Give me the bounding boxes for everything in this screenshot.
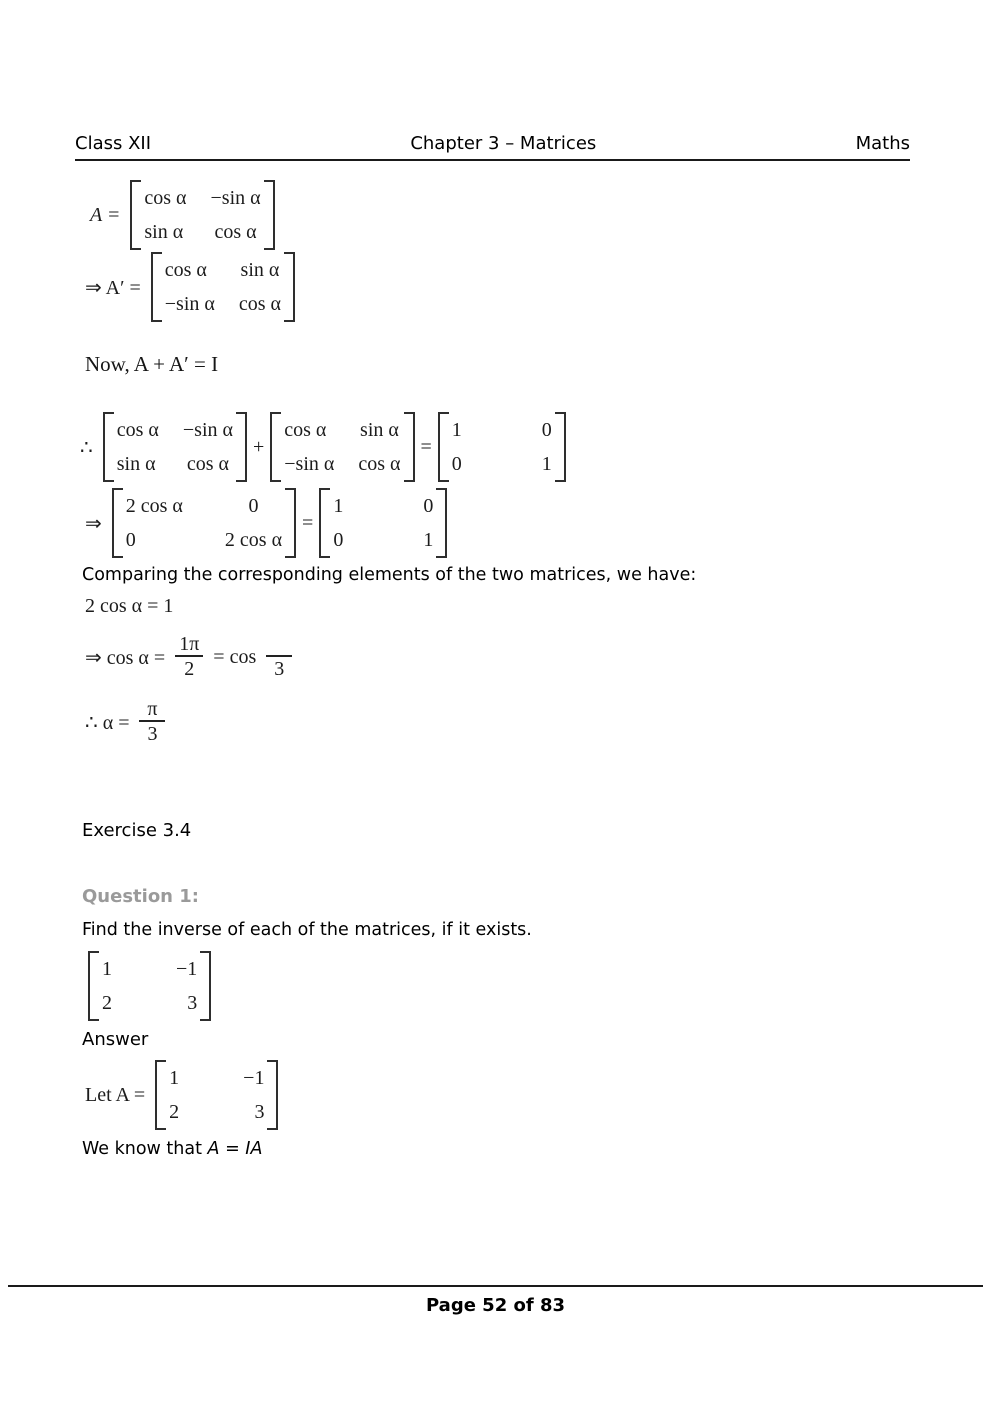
matrix-cell: 0 bbox=[451, 453, 462, 475]
matrix-cell: cos α bbox=[358, 453, 401, 475]
matrix-cell: sin α bbox=[240, 259, 280, 281]
question-matrix bbox=[88, 951, 211, 1021]
equation-lhs: ⇒ cos α = bbox=[85, 647, 166, 669]
equation-text: 2 cos α = 1 bbox=[85, 595, 174, 617]
matrix-cell: 2 cos α bbox=[125, 495, 183, 517]
equals-operator: = bbox=[302, 511, 314, 534]
fraction-numerator bbox=[275, 633, 283, 655]
matrix-cell: −sin α bbox=[164, 293, 215, 315]
matrix-a bbox=[130, 180, 274, 250]
header-right: Maths bbox=[855, 133, 910, 154]
matrix-cell: 0 bbox=[248, 495, 259, 517]
question-text: Find the inverse of each of the matrices, if it exists. bbox=[82, 920, 532, 940]
fraction bbox=[139, 698, 165, 747]
matrix-2cos bbox=[112, 488, 296, 558]
matrix-cell: sin α bbox=[360, 419, 399, 441]
exercise-title: Exercise 3.4 bbox=[82, 820, 192, 841]
matrix-cell: 1 bbox=[102, 958, 112, 980]
fraction-denominator: 3 bbox=[139, 720, 165, 747]
identity-matrix bbox=[319, 488, 447, 558]
matrix-cell: 2 bbox=[102, 992, 112, 1014]
matrix-cell: 0 bbox=[541, 419, 552, 441]
matrix-cell: cos α bbox=[238, 293, 282, 315]
matrix-cell: 1 bbox=[451, 419, 462, 441]
identity-matrix bbox=[438, 412, 566, 482]
fraction bbox=[175, 633, 203, 682]
matrix-cell: 2 bbox=[169, 1101, 180, 1123]
header-center: Chapter 3 – Matrices bbox=[410, 133, 597, 154]
plus-operator: + bbox=[252, 435, 265, 458]
equation-lhs: ⇒ A′ = bbox=[85, 276, 141, 299]
question-label: Question 1: bbox=[82, 886, 199, 907]
fraction bbox=[266, 633, 292, 682]
comparing-statement: Comparing the corresponding elements of the two matrices, we have: bbox=[82, 565, 697, 585]
matrix-cell: cos α bbox=[186, 453, 229, 475]
fraction-denominator: 3 bbox=[266, 655, 292, 682]
matrix-cell: 1 bbox=[169, 1067, 180, 1089]
now-statement: Now, A + A′ = I bbox=[85, 352, 219, 376]
equation-alpha bbox=[85, 698, 165, 747]
matrix-cell: sin α bbox=[116, 453, 156, 475]
matrix-cell: 3 bbox=[187, 992, 198, 1014]
matrix-cell: −1 bbox=[176, 958, 198, 980]
matrix-cell: 0 bbox=[333, 529, 344, 551]
footer-divider bbox=[8, 1285, 983, 1287]
header-left: Class XII bbox=[75, 133, 152, 154]
equation-lhs: A = bbox=[90, 203, 121, 226]
matrix-cell: cos α bbox=[116, 419, 159, 441]
fraction-numerator: 1π bbox=[179, 633, 200, 655]
equation-lhs: ∴ α = bbox=[85, 712, 130, 734]
know-statement-prefix: We know that bbox=[82, 1139, 208, 1159]
equation-cos-alpha bbox=[85, 633, 292, 682]
matrix-cell: −1 bbox=[243, 1067, 265, 1089]
matrix-cell: 1 bbox=[333, 495, 344, 517]
matrix-cell: cos α bbox=[164, 259, 207, 281]
equation-2cos-equals-1 bbox=[85, 595, 173, 618]
matrix-cell: cos α bbox=[144, 187, 187, 209]
equation-a bbox=[90, 180, 275, 250]
equation-a-prime bbox=[85, 252, 295, 322]
matrix-cell: 0 bbox=[125, 529, 136, 551]
equation-let-a bbox=[85, 1060, 278, 1130]
equation-lhs: Let A = bbox=[85, 1083, 146, 1106]
matrix-sum-right bbox=[270, 412, 414, 482]
matrix-cell: −sin α bbox=[182, 419, 233, 441]
fraction-denominator: 2 bbox=[175, 655, 203, 682]
matrix-cell: cos α bbox=[214, 221, 257, 243]
equation-mid: = cos bbox=[213, 646, 257, 668]
matrix-cell: 1 bbox=[423, 529, 434, 551]
matrix-cell: −sin α bbox=[284, 453, 335, 475]
matrix-cell: 1 bbox=[541, 453, 552, 475]
question-matrix-block bbox=[88, 951, 211, 1021]
therefore-symbol: ∴ bbox=[80, 436, 93, 459]
matrix-cell: −sin α bbox=[210, 187, 261, 209]
implies-symbol: ⇒ bbox=[85, 512, 102, 535]
let-matrix bbox=[155, 1060, 278, 1130]
page-number: Page 52 of 83 bbox=[425, 1295, 566, 1316]
equals-operator: = bbox=[420, 435, 432, 458]
fraction-numerator: π bbox=[147, 698, 158, 720]
matrix-cell: sin α bbox=[144, 221, 184, 243]
equation-2cos bbox=[85, 488, 447, 558]
matrix-cell: 0 bbox=[423, 495, 434, 517]
page-header bbox=[75, 133, 910, 161]
matrix-cell: 3 bbox=[254, 1101, 265, 1123]
matrix-cell: 2 cos α bbox=[224, 529, 283, 551]
matrix-sum-left bbox=[103, 412, 247, 482]
know-statement-math: A = IA bbox=[207, 1139, 263, 1159]
matrix-cell: cos α bbox=[284, 419, 327, 441]
know-statement bbox=[82, 1139, 262, 1159]
matrix-a-prime bbox=[151, 252, 295, 322]
answer-label: Answer bbox=[82, 1029, 149, 1050]
equation-sum bbox=[80, 412, 566, 482]
